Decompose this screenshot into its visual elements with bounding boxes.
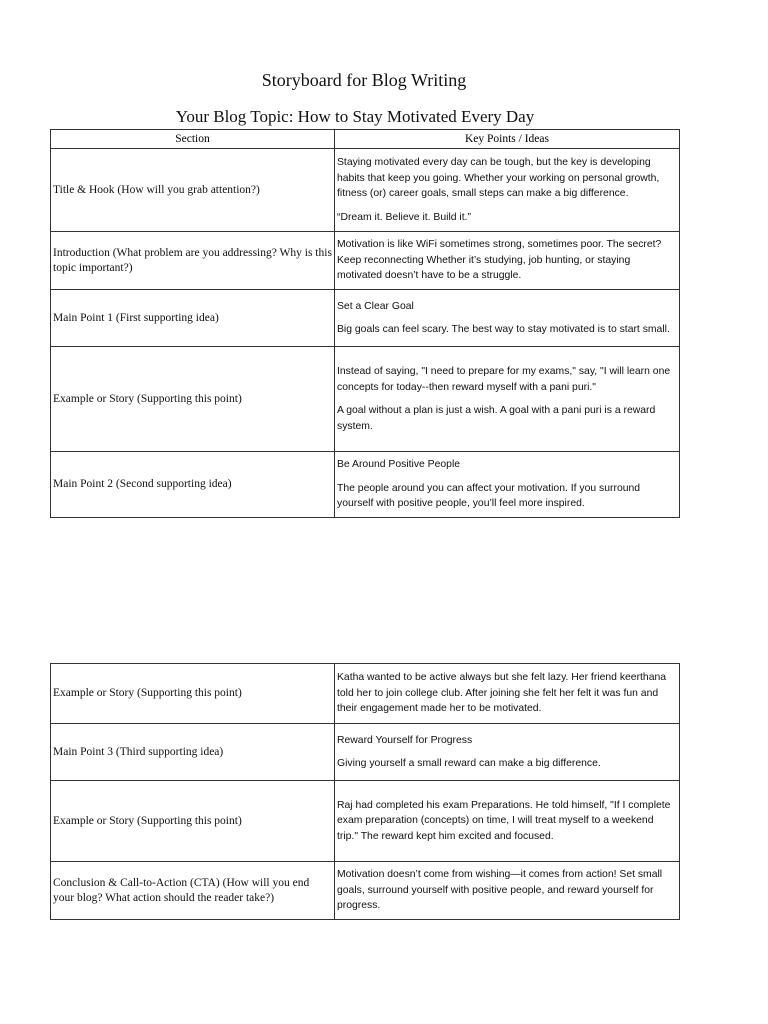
column-header-section: Section xyxy=(51,130,335,149)
key-point: A goal without a plan is just a wish. A goal with a pani puri is a reward system. xyxy=(337,405,656,432)
storyboard-table-part-1 xyxy=(50,129,680,518)
section-cell: Example or Story (Supporting this point) xyxy=(51,781,335,862)
table-row xyxy=(51,664,680,724)
blog-topic: Your Blog Topic: How to Stay Motivated Every Day xyxy=(175,107,535,126)
key-point: Giving yourself a small reward can make a big difference. xyxy=(337,758,601,769)
table-row xyxy=(51,347,680,452)
section-cell: Main Point 3 (Third supporting idea) xyxy=(51,724,335,781)
section-cell: Introduction (What problem are you addressing? Why is this topic important?) xyxy=(51,232,335,290)
key-points-cell xyxy=(335,347,680,452)
key-points-cell xyxy=(335,149,680,232)
key-point: Be Around Positive People xyxy=(337,459,461,471)
table-row xyxy=(51,862,680,920)
section-cell: Example or Story (Supporting this point) xyxy=(51,347,335,452)
table-header-row xyxy=(51,130,680,149)
key-point: Motivation is like WiFi sometimes strong, sometimes poor. The secret? Keep reconnecting Whether it’s studying, job hunting, or staying motivated doesn’t have to be a struggle. xyxy=(337,239,662,282)
key-points-cell xyxy=(335,664,680,724)
key-point: Motivation doesn’t come from wishing—it comes from action! Set small goals, surround yourself with positive people, and reward yourself for progress. xyxy=(337,869,663,912)
section-cell: Title & Hook (How will you grab attention?) xyxy=(51,149,335,232)
key-point: Reward Yourself for Progress xyxy=(337,734,473,746)
section-cell: Example or Story (Supporting this point) xyxy=(51,664,335,724)
key-points-cell xyxy=(335,290,680,347)
key-point: Staying motivated every day can be tough, but the key is developing habits that keep you going. Whether your working on personal growth, fitness (or) career goals, small steps can make a big difference. xyxy=(337,157,660,199)
table-row xyxy=(51,724,680,781)
key-point: Raj had completed his exam Preparations. He told himself, "If I complete exam preparation (concepts) on time, I will treat myself to a weekend trip." The reward kept him excited and focused. xyxy=(337,799,671,842)
key-points-cell xyxy=(335,452,680,518)
key-point: Katha wanted to be active always but she felt lazy. Her friend keerthana told her to join college club. After joining she felt her felt it was fun and their engagement made her to be motivated. xyxy=(337,672,667,715)
section-cell: Main Point 1 (First supporting idea) xyxy=(51,290,335,347)
column-header-key-points: Key Points / Ideas xyxy=(335,130,680,149)
key-points-cell xyxy=(335,862,680,920)
table-row xyxy=(51,290,680,347)
page-title: Storyboard for Blog Writing xyxy=(261,70,467,90)
key-point: Big goals can feel scary. The best way to stay motivated is to start small. xyxy=(337,324,670,335)
key-point: Set a Clear Goal xyxy=(337,300,414,312)
key-points-cell xyxy=(335,724,680,781)
key-points-cell xyxy=(335,781,680,862)
key-point: The people around you can affect your motivation. If you surround yourself with positive people, you’ll feel more inspired. xyxy=(337,482,641,510)
storyboard-table-part-2 xyxy=(50,663,680,920)
table-row xyxy=(51,149,680,232)
key-points-cell xyxy=(335,232,680,290)
section-cell: Main Point 2 (Second supporting idea) xyxy=(51,452,335,518)
table-row xyxy=(51,452,680,518)
section-cell: Conclusion & Call-to-Action (CTA) (How will you end your blog? What action should the reader take?) xyxy=(51,862,335,920)
key-point: “Dream it. Believe it. Build it.” xyxy=(337,211,471,223)
table-row xyxy=(51,232,680,290)
key-point: Instead of saying, "I need to prepare for my exams," say, "I will learn one concepts for today--then reward myself with a pani puri." xyxy=(337,366,671,393)
table-row xyxy=(51,781,680,862)
